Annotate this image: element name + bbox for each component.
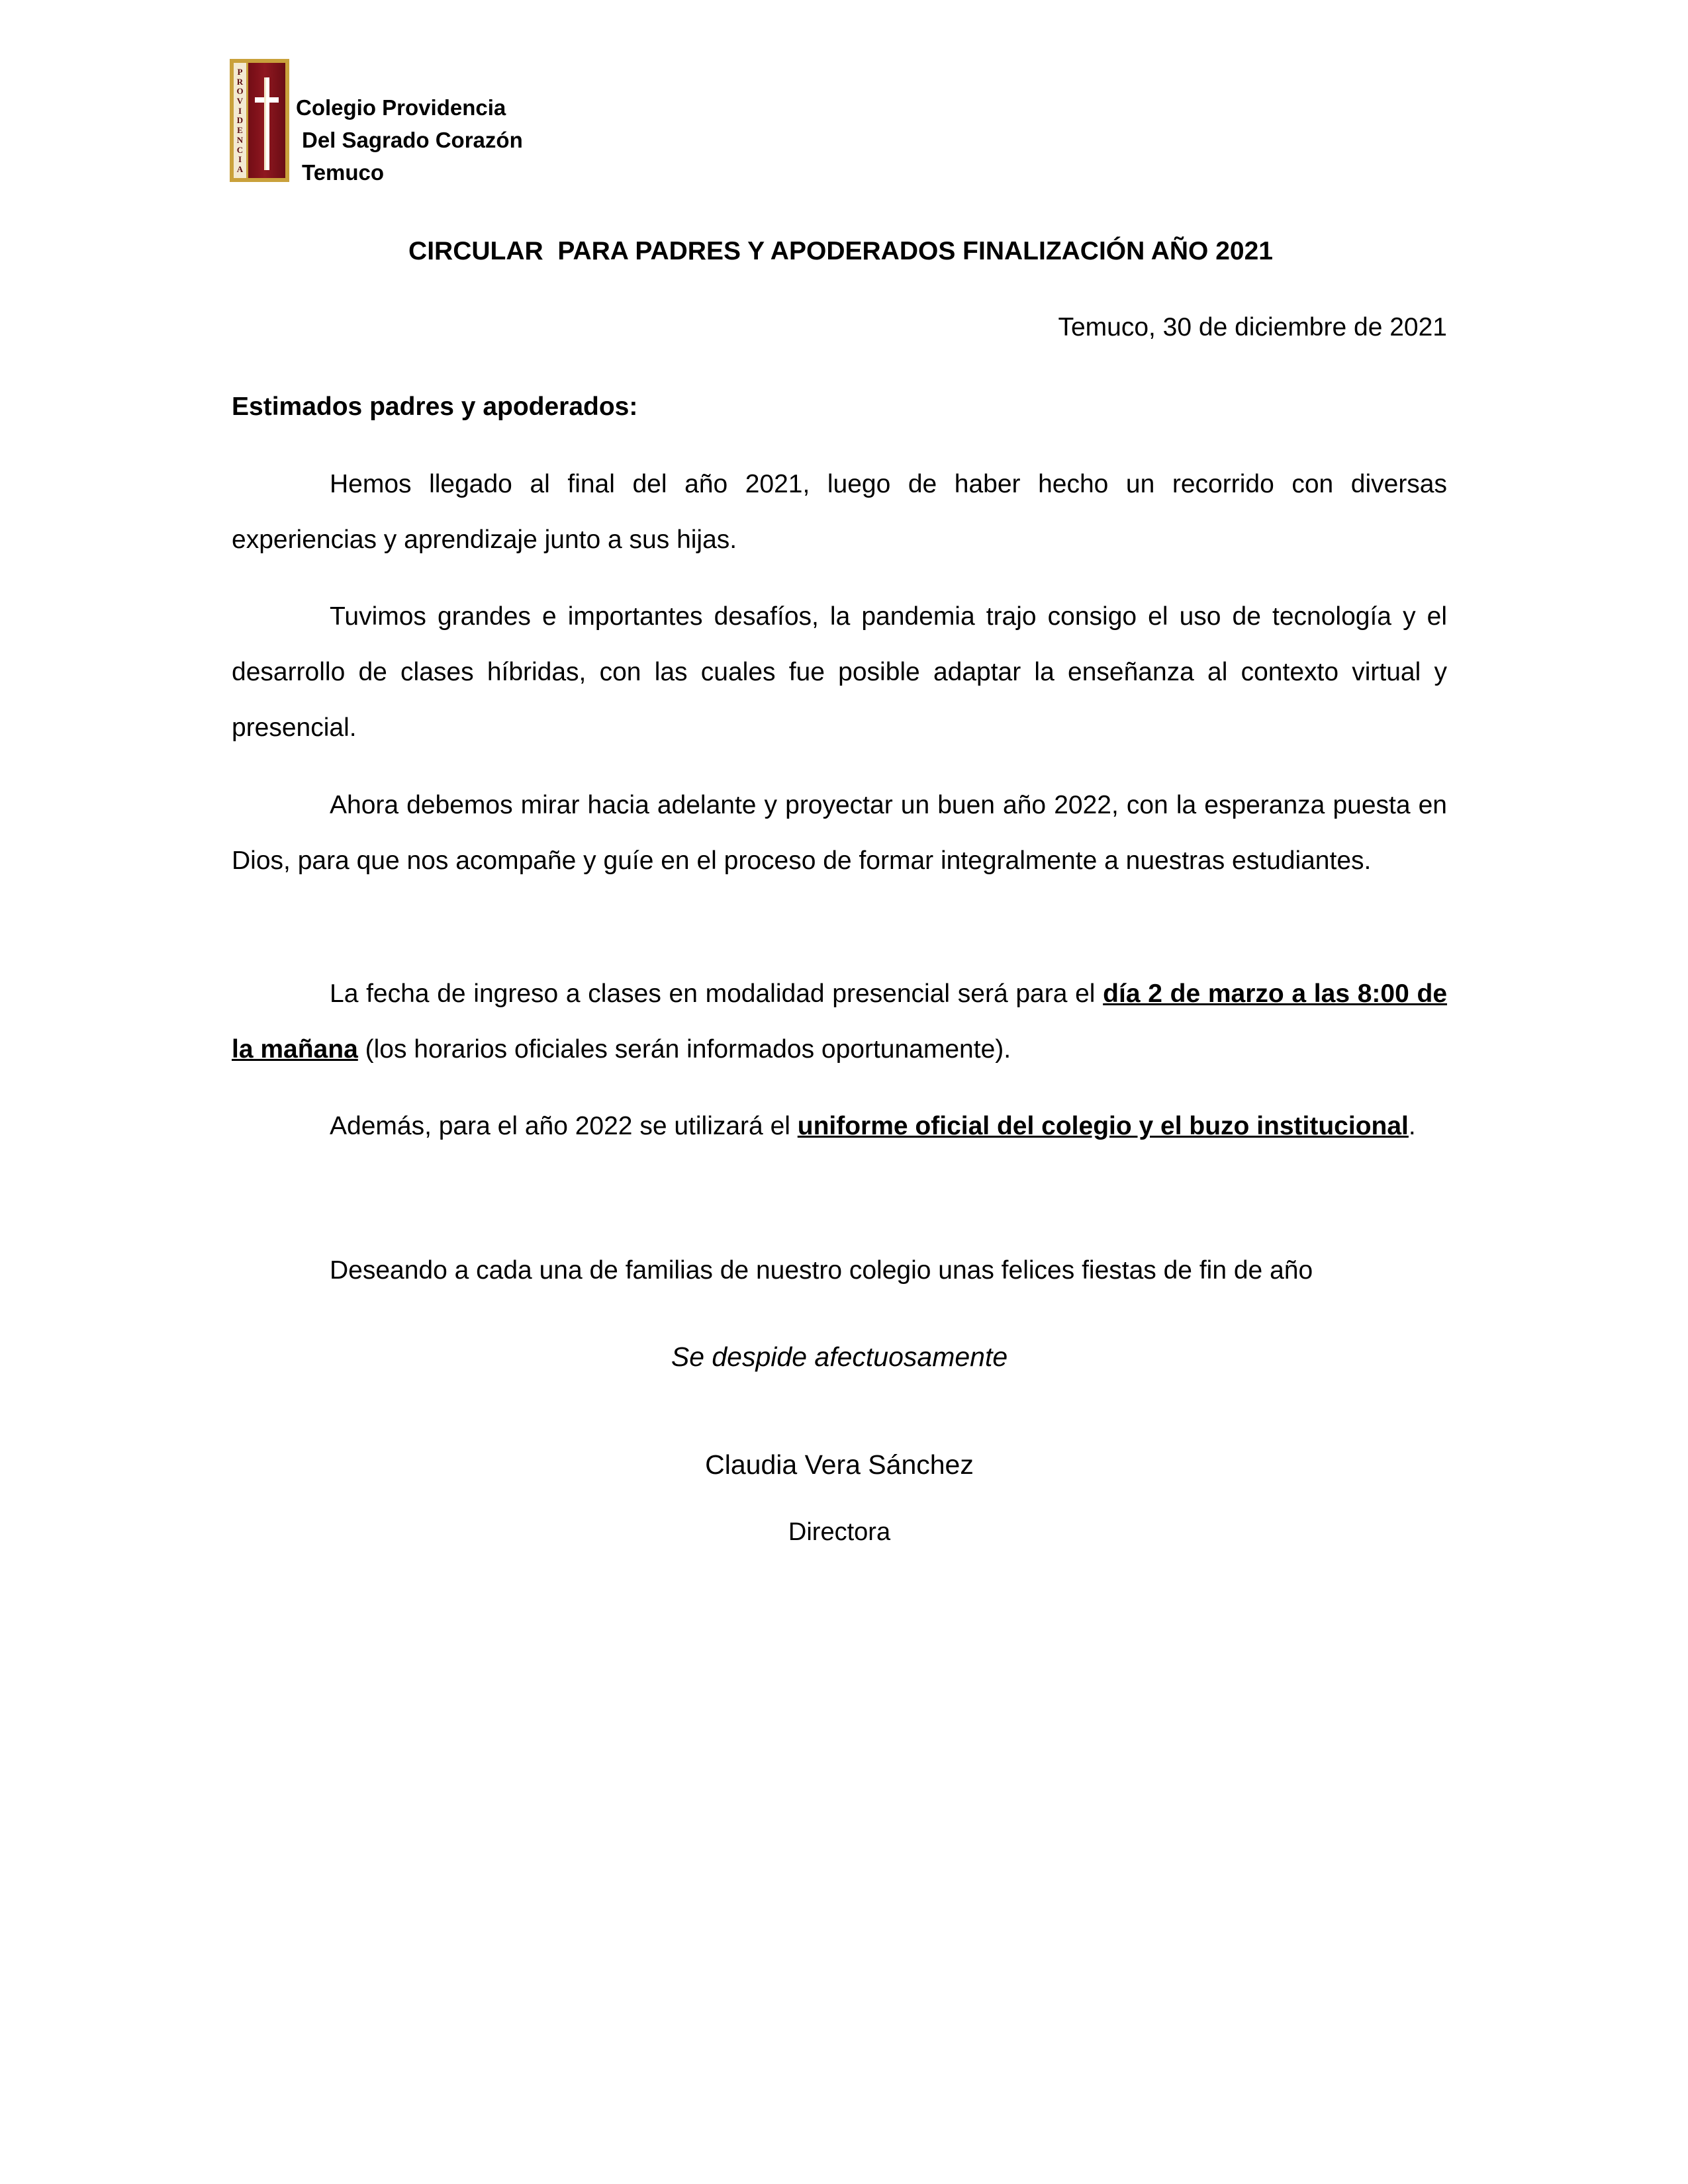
- school-name-block: [296, 91, 523, 189]
- school-name-line-1: Colegio Providencia: [296, 95, 506, 120]
- paragraph-4-text-end: (los horarios oficiales serán informados oportunamente).: [357, 1035, 1011, 1064]
- paragraph-4: [232, 966, 1447, 1077]
- paragraph-1: [232, 457, 1447, 568]
- start-date-emphasis: día 2 de marzo a las 8:00 de la mañana: [232, 979, 1448, 1064]
- paragraph-5-text-start: Además, para el año 2022 se utilizará el: [330, 1112, 798, 1140]
- signer-role: Directora: [788, 1518, 891, 1546]
- paragraph-2-text: Tuvimos grandes e importantes desafíos, la pandemia trajo consigo el uso de tecnología y el desarrollo de clases híbridas, con las cuales fue posible adaptar la enseñanza al contexto virtual y presencial.: [232, 602, 1447, 742]
- paragraph-1-text: Hemos llegado al final del año 2021, luego de haber hecho un recorrido con diversas experiencias y aprendizaje junto a sus hijas.: [232, 470, 1447, 554]
- document-title: CIRCULAR PARA PADRES Y APODERADOS FINALIZACIÓN AÑO 2021: [408, 237, 1273, 265]
- paragraph-5-text-end: .: [1408, 1112, 1416, 1140]
- salutation: Estimados padres y apoderados:: [232, 392, 638, 421]
- signer-name: Claudia Vera Sánchez: [705, 1449, 974, 1480]
- cross-icon: [248, 63, 285, 178]
- logo-vertical-text: P R O V I D E N C I A: [234, 63, 248, 178]
- document-date: Temuco, 30 de diciembre de 2021: [1058, 313, 1447, 341]
- school-name-line-2: Del Sagrado Corazón: [302, 128, 523, 152]
- paragraph-3-text: Ahora debemos mirar hacia adelante y proyectar un buen año 2022, con la esperanza puesta en Dios, para que nos acompañe y guíe en el proceso de formar integralmente a nuestras estudiantes.: [232, 791, 1447, 875]
- paragraph-3: [232, 778, 1447, 889]
- paragraph-4-text-start: La fecha de ingreso a clases en modalidad presencial será para el: [330, 979, 1103, 1008]
- farewell: Se despide afectuosamente: [671, 1342, 1008, 1372]
- paragraph-2: [232, 589, 1447, 756]
- school-logo: [230, 59, 289, 182]
- paragraph-5: [232, 1099, 1447, 1154]
- school-name-line-3: Temuco: [302, 160, 385, 185]
- closing-line: Deseando a cada una de familias de nuestro colegio unas felices fiestas de fin de año: [330, 1256, 1313, 1285]
- uniform-emphasis: uniforme oficial del colegio y el buzo institucional: [797, 1112, 1409, 1140]
